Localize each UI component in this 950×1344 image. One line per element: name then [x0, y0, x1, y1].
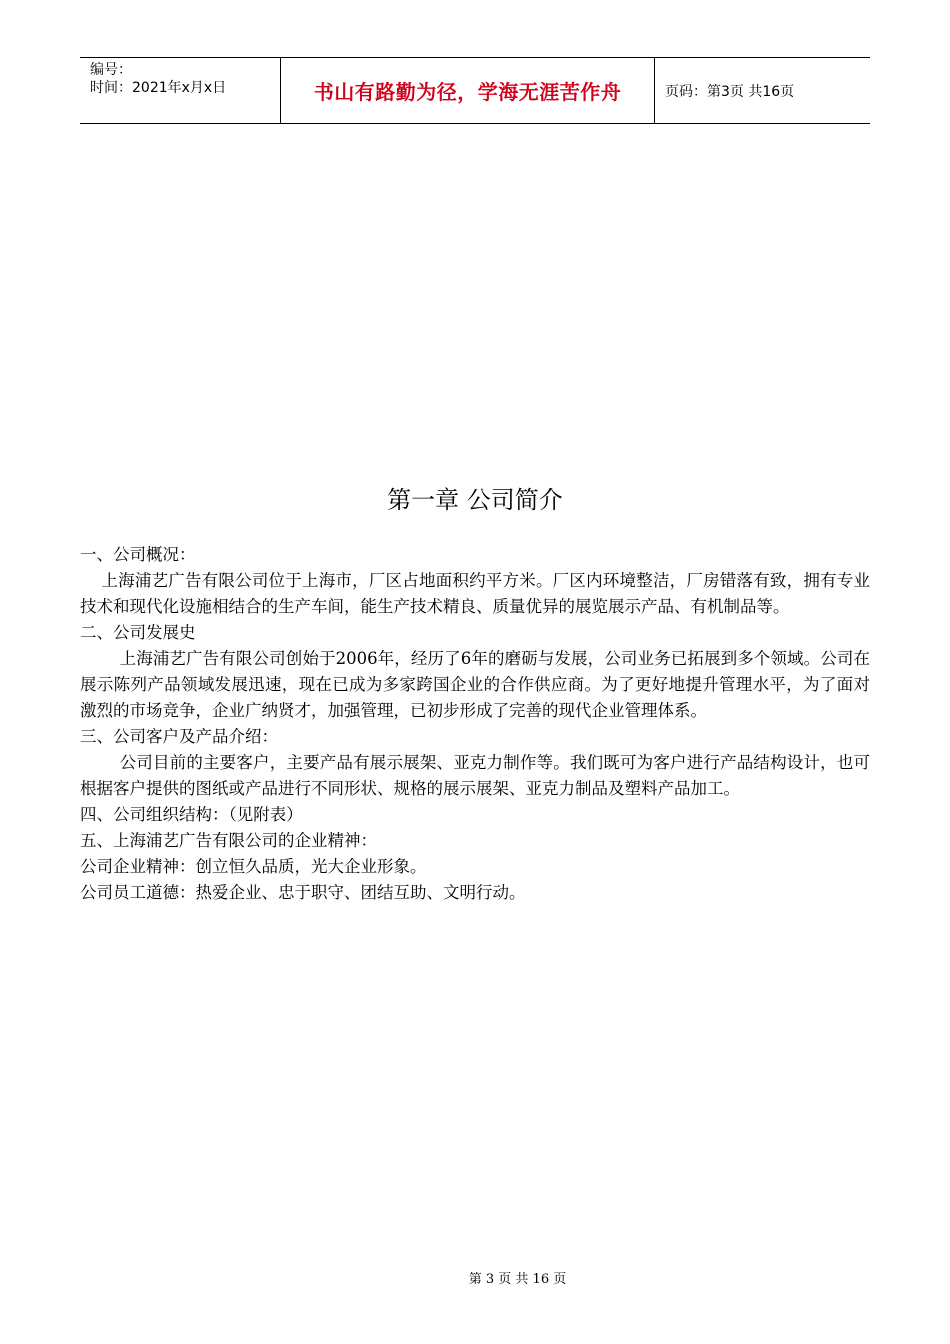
section-heading-customers: 三、公司客户及产品介绍： [80, 727, 278, 746]
header-page-info: 页码：第3页 共16页 [665, 83, 795, 100]
section-heading-spirit: 五、上海浦艺广告有限公司的企业精神： [80, 831, 377, 850]
section-heading-organization: 四、公司组织结构：（见附表） [80, 805, 303, 824]
document-number-label: 编号： [90, 62, 132, 78]
page-footer: 第 3 页 共 16 页 [468, 1272, 567, 1287]
employee-ethics-line: 公司员工道德：热爱企业、忠于职守、团结互助、文明行动。 [80, 883, 526, 902]
chapter-title: 第一章 公司简介 [387, 486, 563, 514]
header-motto: 书山有路勤为径，学海无涯苦作舟 [313, 80, 622, 104]
section-heading-overview: 一、公司概况： [80, 545, 196, 564]
document-time: 时间：2021年x月x日 [90, 80, 227, 96]
section-body-overview: 上海浦艺广告有限公司位于上海市，厂区占地面积约平方米。厂区内环境整洁，厂房错落有致，拥有专业技术和现代化设施相结合的生产车间，能生产技术精良、质量优异的展览展示产品、有机制品等。 [80, 571, 870, 616]
section-heading-history: 二、公司发展史 [80, 623, 196, 642]
header-meta [80, 58, 281, 123]
section-body-history: 上海浦艺广告有限公司创始于2006年，经历了6年的磨砺与发展，公司业务已拓展到多个领域。公司在展示陈列产品领域发展迅速，现在已成为多家跨国企业的合作供应商。为了更好地提升管理水平，为了面对激烈的市场竞争，企业广纳贤才，加强管理，已初步形成了完善的现代企业管理体系。 [80, 649, 870, 720]
header-motto-cell [281, 58, 655, 123]
company-spirit-line: 公司企业精神：创立恒久品质，光大企业形象。 [80, 857, 427, 876]
section-body-customers: 公司目前的主要客户，主要产品有展示展架、亚克力制作等。我们既可为客户进行产品结构设计，也可根据客户提供的图纸或产品进行不同形状、规格的展示展架、亚克力制品及塑料产品加工。 [80, 753, 870, 798]
document-body [80, 542, 870, 906]
page-header [80, 57, 870, 124]
